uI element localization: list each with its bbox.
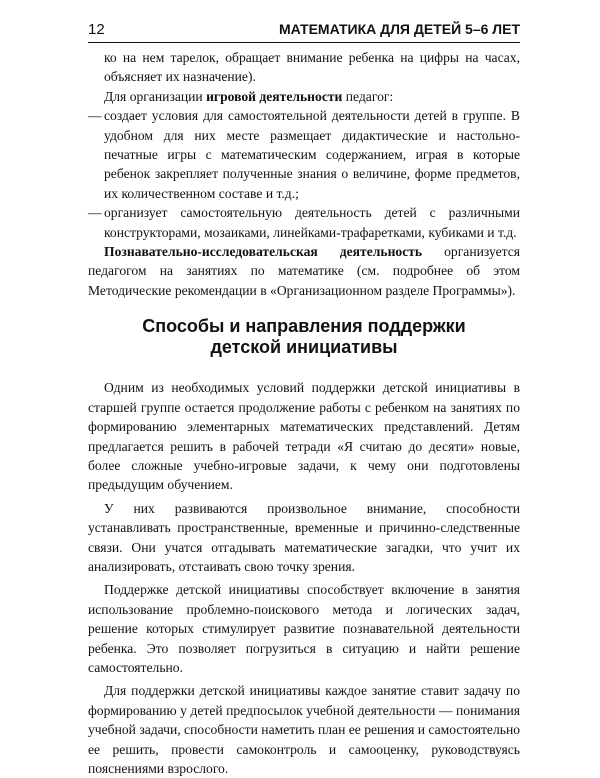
lead-suffix: педагог: — [342, 88, 394, 104]
running-title: МАТЕМАТИКА ДЛЯ ДЕТЕЙ 5–6 ЛЕТ — [278, 21, 520, 37]
running-header — [88, 18, 520, 40]
bullet-text: организует самостоятельную деятельность детей с различными конструкторами, мозаиками, линейками-трафаретками, кубиками и т.д. — [104, 205, 520, 240]
page-number: 12 — [88, 20, 105, 38]
research-bold: Познавательно-исследовательская деятельность — [104, 244, 423, 260]
research-activity-paragraph — [88, 242, 520, 300]
game-activity-lead — [88, 87, 520, 106]
header-rule — [88, 42, 520, 43]
continuation-paragraph: ко на нем тарелок, обращает внимание ребенка на цифры на часах, объясняет их назначение). — [104, 50, 520, 85]
bullet-item — [88, 106, 520, 203]
page-body — [88, 48, 520, 778]
body-paragraph: Одним из необходимых условий поддержки детской инициативы в старшей группе остается продолжение работы с ребенком на занятиях по формированию элементарных математических представлений. Детям предлагается решить в рабочей тетради «Я считаю до десяти» новые, более сложные учебно-игровые задачи, к чему они подготовлены предыдущим обучением. — [88, 380, 520, 493]
body-paragraph: Для поддержки детской инициативы каждое занятие ставит задачу по формированию у детей предпосылок учебной деятельности — понимания учебной задачи, способности наметить план ее решения и самостоятельно ее решить, провести самоконтроль и самооценку, руководствуясь пояснениями взрослого. — [88, 683, 521, 776]
lead-bold: игровой деятельности — [206, 88, 343, 104]
body-paragraph: У них развиваются произвольное внимание, способности устанавливать пространственные, временные и причинно-следственные связи. Они учатся отгадывать математические загадки, что учит их анализировать, отстаивать свою точку зрения. — [88, 500, 520, 574]
section-heading — [88, 316, 520, 358]
research-text: организуется педагогом на занятиях по математике (см. подробнее об этом Методические рекомендации в «Организационном разделе Программы»). — [88, 244, 520, 298]
section-heading-line2: детской инициативы — [210, 337, 398, 358]
bullet-item — [88, 203, 520, 242]
section-heading-line1: Способы и направления поддержки — [142, 316, 466, 337]
lead-prefix: Для организации — [104, 88, 207, 104]
bullet-dash: — — [88, 205, 102, 221]
body-paragraph: Поддержке детской инициативы способствует включение в занятия использование проблемно-поискового метода и логических задач, решение которых стимулирует развитие познавательной деятельности ребенка. Это позволяет погрузиться в ситуацию и найти решение самостоятельно. — [88, 582, 520, 675]
bullet-dash: — — [88, 108, 102, 124]
bullet-text: создает условия для самостоятельной деятельности детей в группе. В удобном для них месте размещает дидактические и настольно-печатные игры с математическим содержанием, играя в которые ребенок закрепляет полученные знания о величине, форме предметов, их количественном составе и т.д.; — [104, 108, 520, 201]
